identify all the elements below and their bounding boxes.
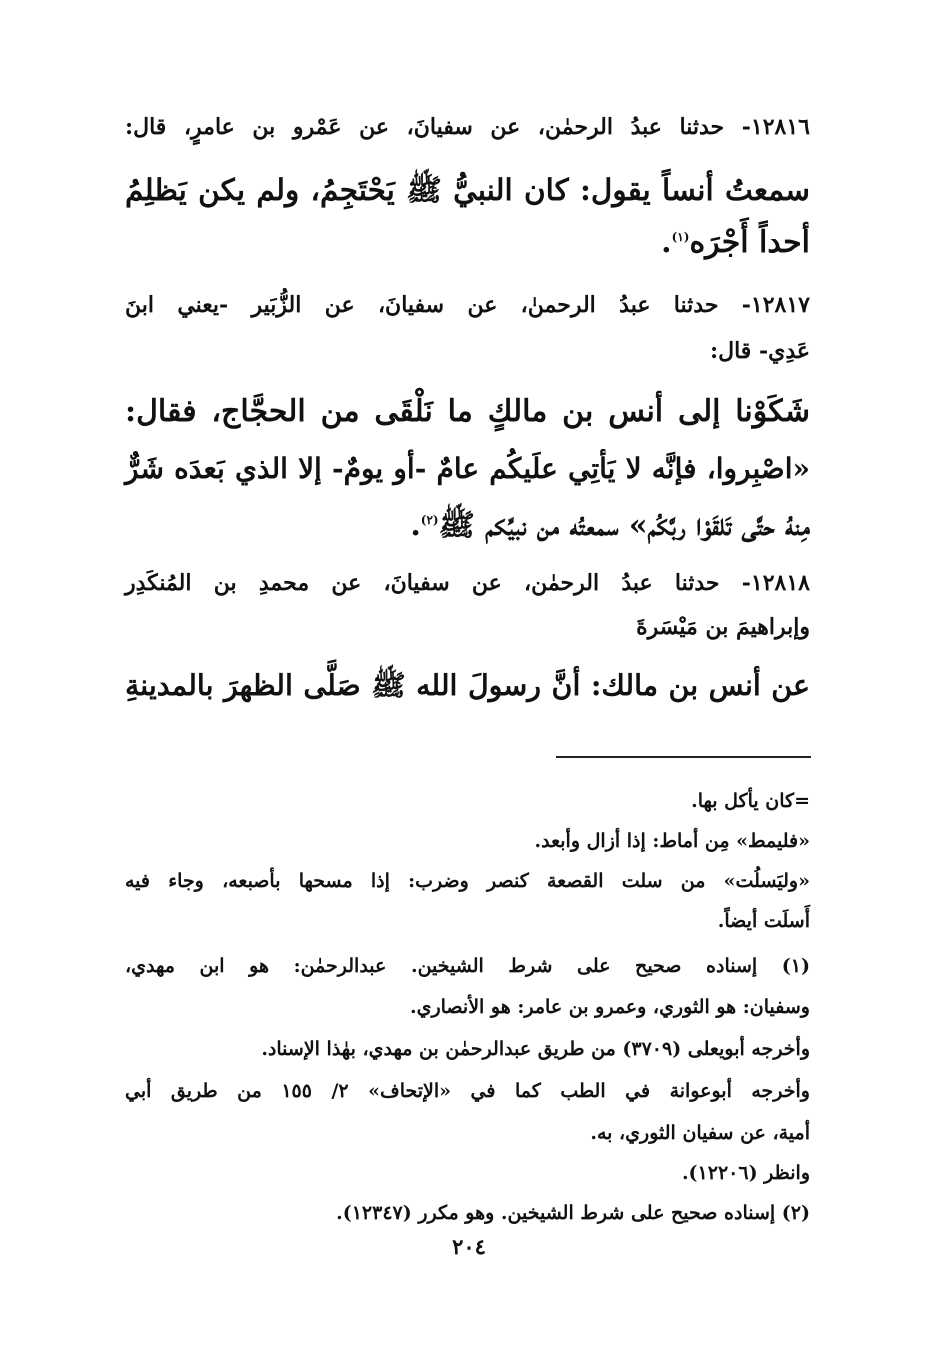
page-number: ٢٠٤ [452, 1234, 486, 1259]
hadith-12817-period: . [410, 508, 421, 543]
footnote-divider [556, 756, 811, 758]
hadith-12817-matn-text: مِنهُ حتَّى تَلقَوْا ربَّكُم» سمعتُه من نبيِّكم ﷺ [438, 508, 810, 543]
footnote-line: «وليَسلُت» من سلت القصعة كنصر وضرب: إذا مسحها بأصبعه، وجاء فيه [125, 870, 810, 892]
hadith-12818-matn-line: عن أنس بن مالك: أنَّ رسولَ الله ﷺ صَلَّى الظهرَ بالمدينةِ [125, 668, 810, 702]
footnote-1-line: (١) إسناده صحيح على شرط الشيخين. عبدالرحمٰن: هو ابن مهدي، [125, 955, 810, 977]
hadith-12816-matn-line: سمعتُ أنساً يقول: كان النبيُّ ﷺ يَحْتَجِمُ، ولم يكن يَظلِمُ [125, 172, 810, 207]
hadith-12817-isnad: ١٢٨١٧- حدثنا عبدُ الرحمنٰ، عن سفيانَ، عن الزُّبَير -يعني ابنَ [125, 292, 810, 318]
hadith-12817-matn-line: شَكَوْنا إلى أنس بن مالكٍ ما نَلْقَى من الحجَّاج، فقال: [125, 394, 810, 429]
footnote-line: «فليمط» مِن أماط: إذا أزال وأبعد. [534, 830, 810, 852]
footnote-1-line: أمية، عن سفيان الثوري، به. [590, 1122, 810, 1144]
hadith-12816-period: . [661, 225, 672, 260]
footnote-2-line: (٢) إسناده صحيح على شرط الشيخين. وهو مكرر (١٢٣٤٧). [336, 1202, 810, 1224]
footnote-1-line: وأخرجه أبوعوانة في الطب كما في «الإتحاف» ٢/ ١٥٥ من طريق أبي [125, 1080, 810, 1102]
hadith-12817-matn-line-end [125, 507, 810, 550]
hadith-12817-matn-line: «اصْبِروا، فإنَّه لا يَأتِي علَيكُم عامٌ -أو يومٌ- إلا الذي بَعدَه شَرٌّ [125, 452, 810, 485]
hadith-12816-matn-line-end [125, 225, 810, 260]
hadith-12818-isnad: ١٢٨١٨- حدثنا عبدُ الرحمٰن، عن سفيانَ، عن محمدِ بن المُنكَدِر [125, 570, 810, 596]
footnote-1-line: وأخرجه أبويعلى (٣٧٠٩) من طريق عبدالرحمٰن بن مهدي، بهٰذا الإسناد. [261, 1038, 810, 1060]
footnote-line: =كان يأكل بها. [691, 790, 810, 812]
footnote-1-line: وسفيان: هو الثوري، وعمرو بن عامر: هو الأنصاري. [409, 996, 810, 1018]
hadith-12816-matn-text: أحداً أَجْرَه [689, 225, 810, 260]
hadith-12817-isnad-end: عَدِي- قال: [709, 338, 810, 364]
footnote-1-line: وانظر (١٢٢٠٦). [681, 1162, 810, 1184]
hadith-12818-isnad-end: وإبراهيمَ بن مَيْسَرةَ [636, 614, 810, 640]
hadith-12816-isnad: ١٢٨١٦- حدثنا عبدُ الرحمٰن، عن سفيانَ، عن عَمْرو بن عامرٍ، قال: [125, 114, 810, 140]
footnote-line: أَسلَت أيضاً. [717, 910, 810, 932]
footnote-ref-2: (٢) [420, 513, 439, 527]
footnote-ref-1: (١) [671, 230, 690, 244]
